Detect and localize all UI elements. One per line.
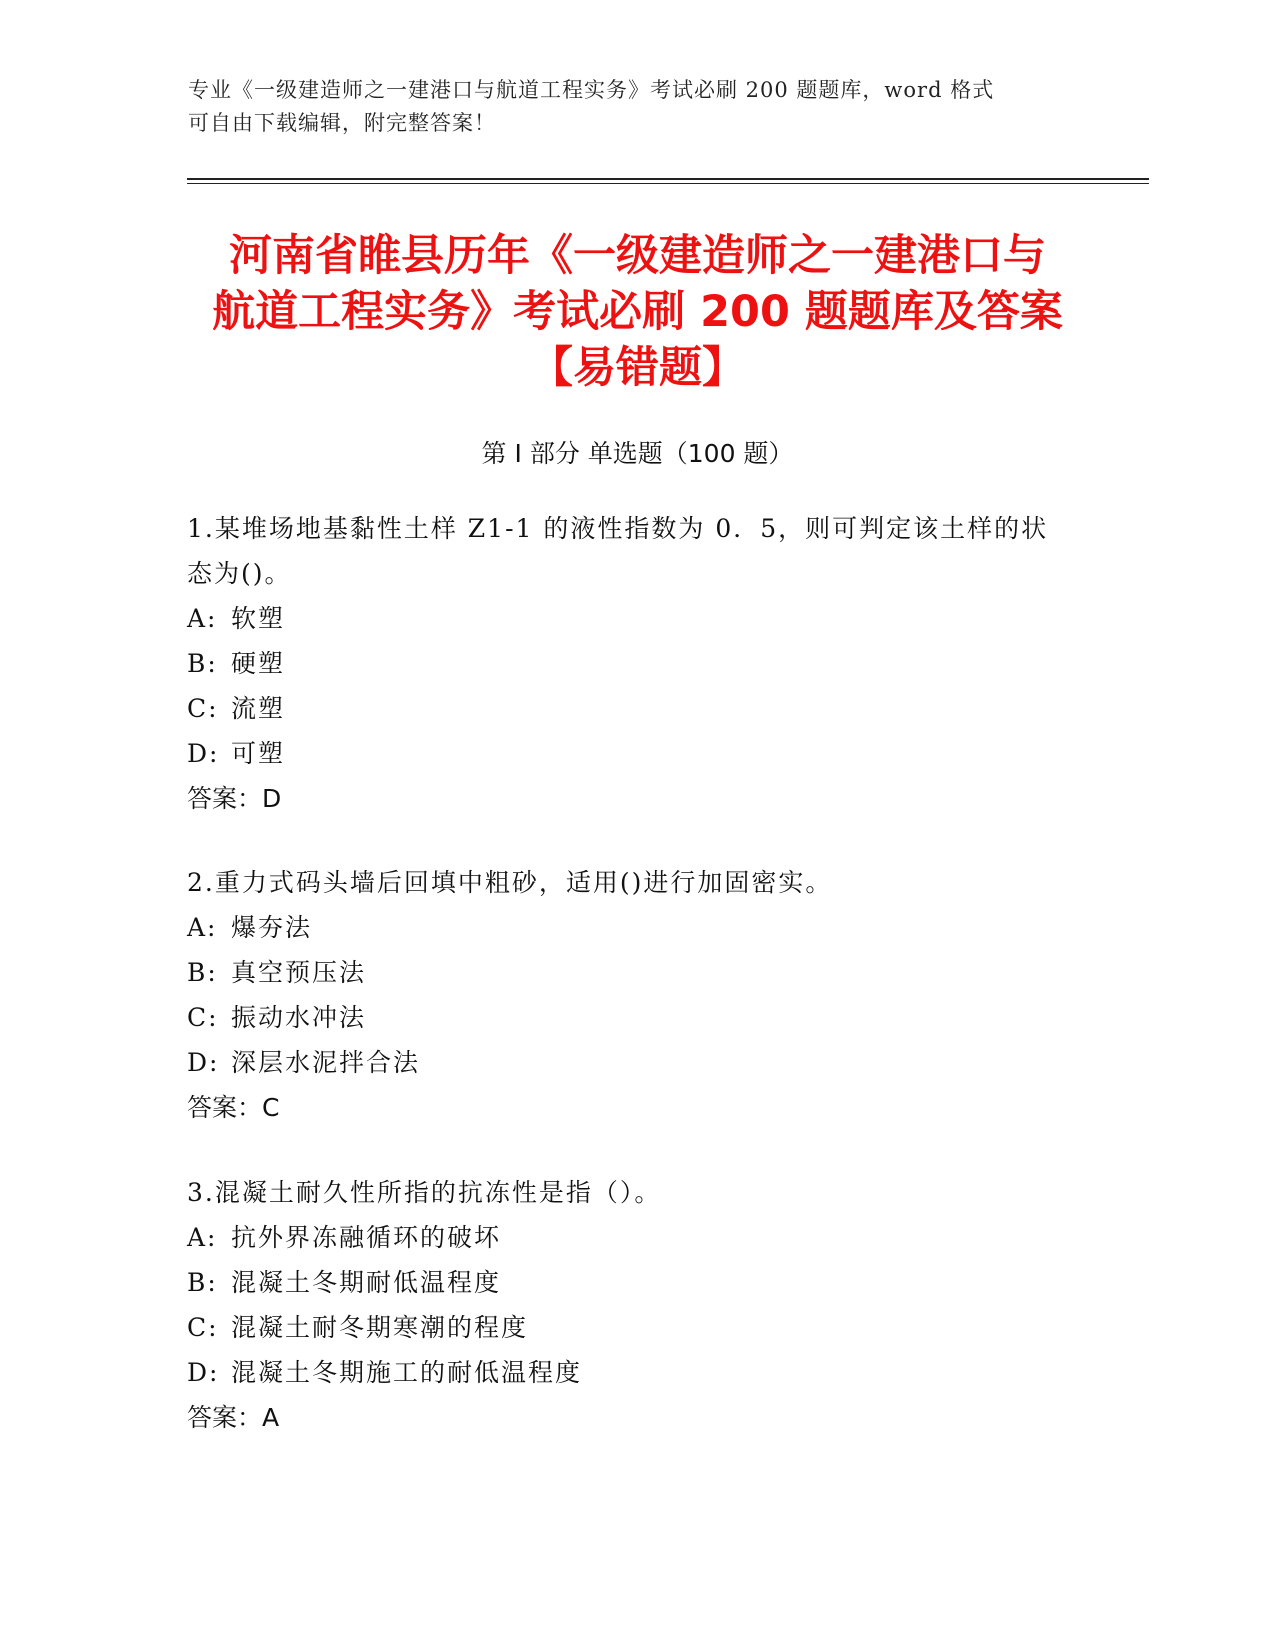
option-text: 流塑 bbox=[231, 694, 286, 723]
option-text: 深层水泥拌合法 bbox=[231, 1048, 421, 1077]
document-title-line-3: 【易错题】 bbox=[530, 343, 745, 393]
option-c bbox=[187, 686, 1087, 731]
question-stem: 3.混凝土耐久性所指的抗冻性是指（）。 bbox=[187, 1178, 662, 1207]
document-title-line-2: 航道工程实务》考试必刷 200 题题库及答案 bbox=[212, 287, 1063, 337]
answer-key: 答案：C bbox=[187, 1093, 280, 1122]
document-title-line-1: 河南省睢县历年《一级建造师之一建港口与 bbox=[229, 231, 1046, 281]
option-text: 真空预压法 bbox=[231, 958, 367, 987]
question-3 bbox=[187, 1170, 1087, 1440]
option-text: 爆夯法 bbox=[231, 913, 313, 942]
document-title bbox=[100, 228, 1175, 396]
question-stem: 2.重力式码头墙后回填中粗砂，适用()进行加固密实。 bbox=[187, 868, 833, 897]
option-text: 振动水冲法 bbox=[231, 1003, 367, 1032]
option-letter: A: bbox=[187, 604, 218, 633]
section-heading: 第 I 部分 单选题（100 题） bbox=[481, 439, 794, 468]
option-b bbox=[187, 641, 1087, 686]
option-c bbox=[187, 995, 1087, 1040]
header-note-line-1: 专业《一级建造师之一建港口与航道工程实务》考试必刷 200 题题库，word 格式 bbox=[188, 78, 995, 102]
option-c bbox=[187, 1305, 1087, 1350]
option-a bbox=[187, 596, 1087, 641]
option-letter: A: bbox=[187, 913, 218, 942]
option-letter: C: bbox=[187, 1003, 219, 1032]
option-letter: A: bbox=[187, 1223, 218, 1252]
option-letter: B: bbox=[187, 958, 218, 987]
header-note-line-2: 可自由下载编辑，附完整答案！ bbox=[188, 111, 496, 135]
option-a bbox=[187, 1215, 1087, 1260]
option-letter: C: bbox=[187, 1313, 219, 1342]
option-text: 混凝土冬期施工的耐低温程度 bbox=[231, 1358, 583, 1387]
option-letter: C: bbox=[187, 694, 219, 723]
option-letter: D: bbox=[187, 1358, 220, 1387]
option-text: 硬塑 bbox=[231, 649, 286, 678]
option-a bbox=[187, 905, 1087, 950]
option-d bbox=[187, 731, 1087, 776]
option-b bbox=[187, 950, 1087, 995]
option-letter: B: bbox=[187, 649, 218, 678]
question-stem-continued: 态为()。 bbox=[187, 559, 292, 588]
header-divider-thick bbox=[187, 178, 1149, 180]
question-2 bbox=[187, 860, 1087, 1130]
answer-key: 答案：A bbox=[187, 1403, 280, 1432]
option-d bbox=[187, 1040, 1087, 1085]
option-text: 混凝土耐冬期寒潮的程度 bbox=[231, 1313, 529, 1342]
option-text: 软塑 bbox=[231, 604, 286, 633]
question-1 bbox=[187, 506, 1087, 821]
header-divider-thin bbox=[187, 183, 1149, 184]
question-stem: 1.某堆场地基黏性土样 Z1-1 的液性指数为 0．5，则可判定该土样的状 bbox=[187, 514, 1049, 543]
header-note bbox=[188, 74, 1088, 140]
option-text: 混凝土冬期耐低温程度 bbox=[231, 1268, 502, 1297]
option-text: 可塑 bbox=[231, 739, 286, 768]
option-letter: B: bbox=[187, 1268, 218, 1297]
option-b bbox=[187, 1260, 1087, 1305]
answer-key: 答案：D bbox=[187, 784, 282, 813]
option-d bbox=[187, 1350, 1087, 1395]
option-letter: D: bbox=[187, 1048, 220, 1077]
option-letter: D: bbox=[187, 739, 220, 768]
option-text: 抗外界冻融循环的破坏 bbox=[231, 1223, 502, 1252]
